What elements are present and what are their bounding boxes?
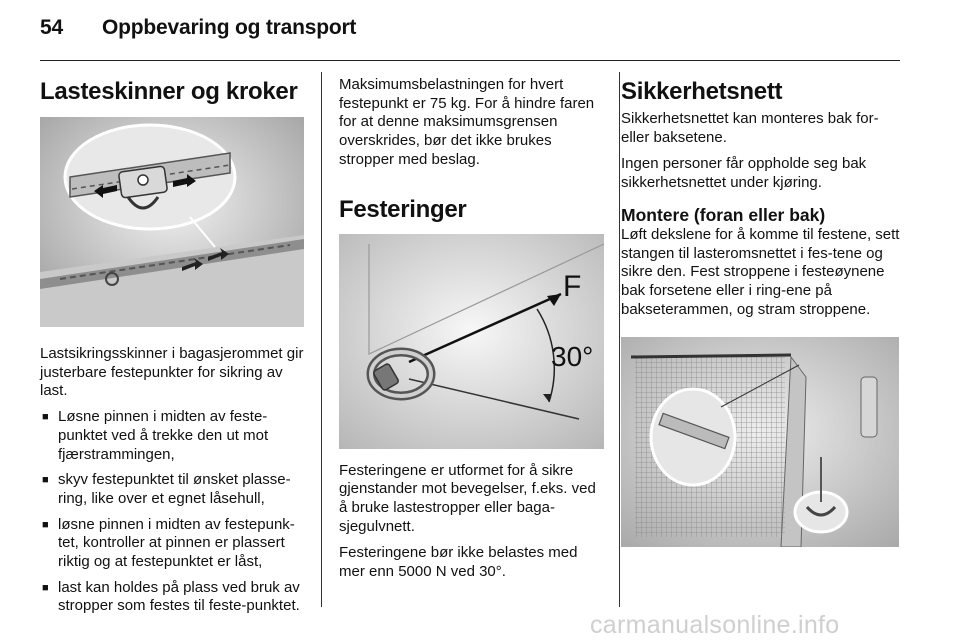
bullet-icon: ■ xyxy=(42,581,49,594)
net-mount-paragraph: Sikkerhetsnettet kan monteres bak for- eller baksetene. xyxy=(621,110,879,146)
bullet-icon: ■ xyxy=(42,411,49,424)
bullet-icon: ■ xyxy=(42,474,49,487)
column-3 xyxy=(621,72,903,547)
subheading-montere: Montere (foran eller bak) xyxy=(621,204,826,225)
heading-lasteskinner: Lasteskinner og kroker xyxy=(40,78,298,105)
instruction-list xyxy=(40,408,304,616)
force-label: F xyxy=(563,269,582,303)
bullet-icon: ■ xyxy=(42,518,49,531)
column-1 xyxy=(40,72,304,616)
heading-sikkerhetsnett: Sikkerhetsnett xyxy=(621,78,783,105)
net-warning-paragraph: Ingen personer får oppholde seg bak sikkerhetsnettet under kjøring. xyxy=(621,155,867,192)
column-2 xyxy=(339,72,604,582)
watermark: carmanualsonline.info xyxy=(590,611,840,639)
page-header xyxy=(40,16,356,40)
cargo-rail-figure xyxy=(40,117,304,327)
ring-design-paragraph: Festeringene er utformet for å sikre gjenstander mot bevegelser, f.eks. ved å bruke lastestropper eller baga-sjegulvnett. xyxy=(339,461,596,535)
page-number: 54 xyxy=(40,16,63,39)
ring-load-paragraph: Festeringene bør ikke belastes med mer enn 5000 N ved 30°. xyxy=(339,544,578,581)
safety-net-figure xyxy=(621,337,899,547)
section-title: Oppbevaring og transport xyxy=(102,16,357,39)
list-item: ■ løsne pinnen i midten av festepunk-tet, kontroller at pinnen er plassert riktig og at festepunktet er låst, xyxy=(42,515,295,571)
max-load-paragraph: Maksimumsbelastningen for hvert festepunkt er 75 kg. For å hindre faren for at denne maksimumsgrensen overskrides, bør det ikke brukes stropper med beslag. xyxy=(339,76,595,168)
heading-festeringer: Festeringer xyxy=(339,195,467,223)
angle-label: 30° xyxy=(551,340,594,372)
header-rule xyxy=(40,60,900,61)
lashing-ring-figure xyxy=(339,234,604,449)
column-divider xyxy=(619,72,620,607)
list-item: ■ Løsne pinnen i midten av feste-punktet ved å trekke den ut mot fjærstrammingen, xyxy=(42,408,269,463)
list-item: ■ skyv festepunktet til ønsket plasse-ring, like over et egnet låsehull, xyxy=(42,471,291,507)
column-divider xyxy=(321,72,322,607)
mounting-instructions: Løft dekslene for å komme til festene, sett stangen til lasteromsnettet i fes-tene og sikre den. Fest stroppene i festeøynene bak forsetene eller i ring-ene på bakseterammen, og stram stroppene. xyxy=(621,225,900,318)
list-item: ■ last kan holdes på plass ved bruk av stropper som festes til feste-punktet. xyxy=(42,578,300,615)
intro-paragraph: Lastsikringsskinner i bagasjerommet gir justerbare festepunkter for sikring av last. xyxy=(40,345,304,400)
